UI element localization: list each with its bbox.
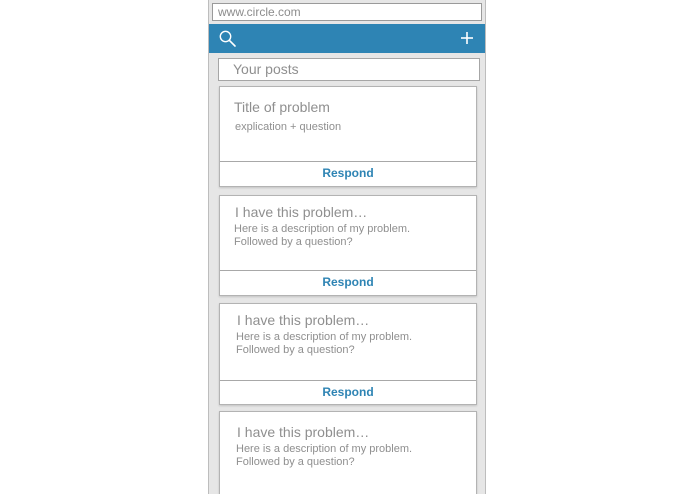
phone-frame xyxy=(208,0,486,494)
post-body[interactable] xyxy=(220,412,476,494)
post-description: Here is a description of my problem. xyxy=(234,223,411,235)
search-icon[interactable] xyxy=(218,29,238,49)
url-text: www.circle.com xyxy=(218,5,301,19)
post-description: Here is a description of my problem. xyxy=(236,331,413,343)
post-body[interactable] xyxy=(220,87,476,162)
post-description: Followed by a question? xyxy=(236,344,355,356)
respond-button[interactable]: Respond xyxy=(322,166,374,180)
post-body[interactable] xyxy=(220,196,476,271)
post-description: Followed by a question? xyxy=(234,236,353,248)
post-description: Followed by a question? xyxy=(236,456,355,468)
post-body[interactable] xyxy=(220,304,476,381)
plus-icon[interactable] xyxy=(459,30,475,46)
post-title: I have this problem… xyxy=(237,312,370,328)
post-description: explication + question xyxy=(235,121,342,133)
app-bar xyxy=(209,24,485,53)
your-posts-header xyxy=(218,58,480,81)
respond-button[interactable]: Respond xyxy=(322,275,374,289)
post-card xyxy=(219,411,477,494)
respond-button[interactable]: Respond xyxy=(322,385,374,399)
your-posts-label: Your posts xyxy=(233,61,299,77)
post-title: I have this problem… xyxy=(235,204,368,220)
post-card xyxy=(219,195,477,296)
post-description: Here is a description of my problem. xyxy=(236,443,413,455)
url-bar[interactable] xyxy=(212,3,482,21)
post-title: I have this problem… xyxy=(237,424,370,440)
post-title: Title of problem xyxy=(234,99,330,115)
post-card xyxy=(219,86,477,187)
post-card xyxy=(219,303,477,405)
